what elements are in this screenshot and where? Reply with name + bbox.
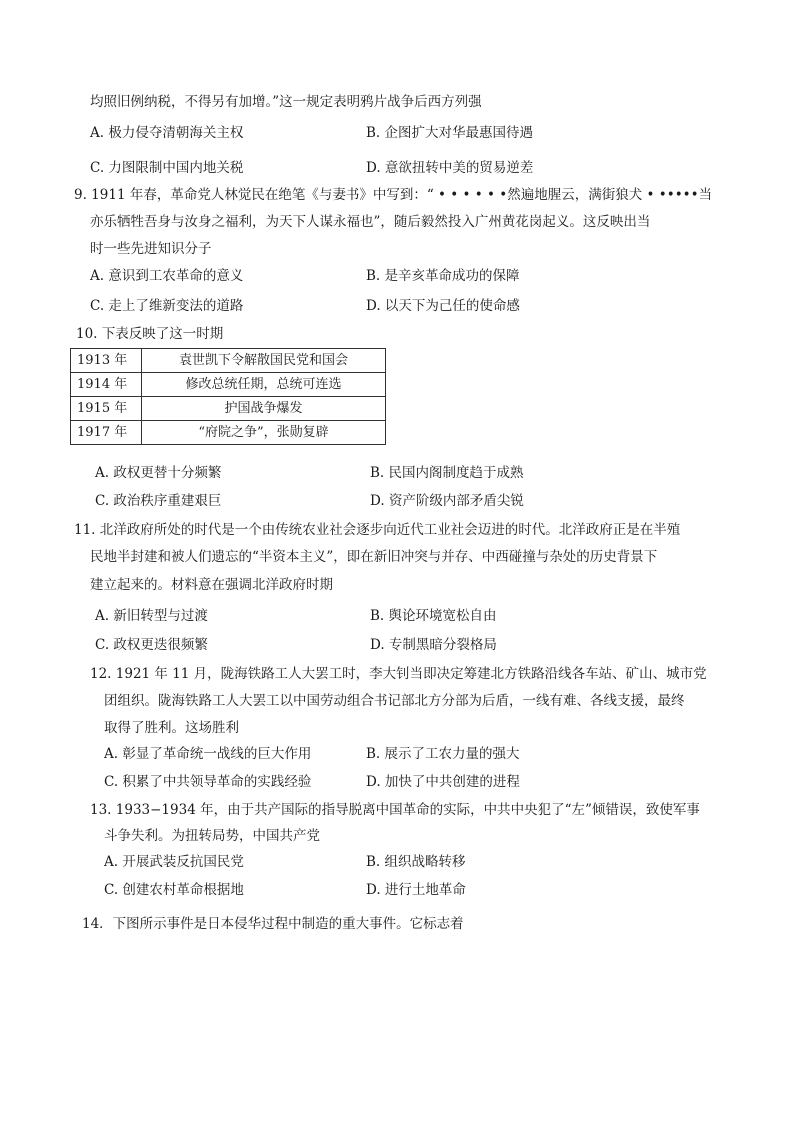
q10-stem: 10. 下表反映了这一时期 <box>76 326 224 342</box>
q13-stem-line-1: 13. 1933−1934 年，由于共产国际的指导脱离中国革命的实际，中共中央犯了“左”倾错误，致使军事 <box>90 802 700 818</box>
table-cell-event: 袁世凯下令解散国民党和国会 <box>142 349 386 373</box>
table-row <box>71 397 386 421</box>
table-cell-year: 1914 年 <box>71 373 142 397</box>
q9-stem-line-3: 时一些先进知识分子 <box>90 241 212 257</box>
q11-stem-line-1: 11. 北洋政府所处的时代是一个由传统农业社会逐步向近代工业社会迈进的时代。北洋政府正是在半殖 <box>74 522 681 538</box>
q11-stem-line-3: 建立起来的。材料意在强调北洋政府时期 <box>90 577 333 593</box>
q8-stem-tail: 均照旧例纳税，不得另有加增。”这一规定表明鸦片战争后西方列强 <box>90 94 482 110</box>
q12-option-a: A. 彰显了革命统一战线的巨大作用 <box>104 746 312 762</box>
q13-option-b: B. 组织战略转移 <box>366 854 466 870</box>
table-cell-event: “府院之争”，张勋复辟 <box>142 421 386 445</box>
table-cell-year: 1913 年 <box>71 349 142 373</box>
table-row <box>71 349 386 373</box>
table-row <box>71 421 386 445</box>
q11-stem-line-2: 民地半封建和被人们遗忘的“半资本主义”，即在新旧冲突与并存、中西碰撞与杂处的历史背景下 <box>90 549 658 565</box>
q9-stem-line-2: 亦乐牺牲吾身与汝身之福利，为天下人谋永福也”，随后毅然投入广州黄花岗起义。这反映出当 <box>90 214 651 230</box>
q12-stem-line-1: 12. 1921 年 11 月，陇海铁路工人大罢工时，李大钊当即决定筹建北方铁路沿线各车站、矿山、城市党 <box>90 666 707 682</box>
q12-stem-line-3: 取得了胜利。这场胜利 <box>104 720 239 736</box>
q10-option-a: A. 政权更替十分频繁 <box>95 465 222 481</box>
table-cell-event: 护国战争爆发 <box>142 397 386 421</box>
q9-stem-line-1: 9. 1911 年春，革命党人林觉民在绝笔《与妻书》中写到：“ • • • • • •然遍地腥云，满街狼犬 • •••••当 <box>74 187 713 203</box>
q10-option-b: B. 民国内阁制度趋于成熟 <box>370 465 524 481</box>
q9-option-b: B. 是辛亥革命成功的保障 <box>366 268 520 284</box>
q13-option-a: A. 开展武装反抗国民党 <box>104 854 244 870</box>
q12-stem-line-2: 团组织。陇海铁路工人大罢工以中国劳动组合书记部北方分部为后盾，一线有难、各线支援，最终 <box>104 693 685 709</box>
q11-option-a: A. 新旧转型与过渡 <box>95 608 208 624</box>
q9-option-c: C. 走上了维新变法的道路 <box>90 298 244 314</box>
q9-option-a: A. 意识到工农革命的意义 <box>90 268 244 284</box>
q11-option-b: B. 舆论环境宽松自由 <box>370 608 497 624</box>
q13-option-c: C. 创建农村革命根据地 <box>104 882 244 898</box>
q13-stem-line-2: 斗争失利。为扭转局势，中国共产党 <box>104 828 320 844</box>
q12-option-d: D. 加快了中共创建的进程 <box>366 774 520 790</box>
q10-option-d: D. 资产阶级内部矛盾尖锐 <box>370 493 524 509</box>
q13-option-d: D. 进行土地革命 <box>366 882 466 898</box>
q12-option-b: B. 展示了工农力量的强大 <box>366 746 520 762</box>
q10-events-table <box>70 348 386 445</box>
table-cell-event: 修改总统任期，总统可连选 <box>142 373 386 397</box>
q12-option-c: C. 积累了中共领导革命的实践经验 <box>104 774 312 790</box>
q14-stem: 14．下图所示事件是日本侵华过程中制造的重大事件。它标志着 <box>82 916 464 932</box>
q11-option-c: C. 政权更迭很频繁 <box>95 637 208 653</box>
q8-option-c: C. 力图限制中国内地关税 <box>90 160 244 176</box>
q9-option-d: D. 以天下为己任的使命感 <box>366 298 520 314</box>
q11-option-d: D. 专制黑暗分裂格局 <box>370 637 497 653</box>
table-row <box>71 373 386 397</box>
q8-option-d: D. 意欲扭转中美的贸易逆差 <box>366 160 534 176</box>
q8-option-b: B. 企图扩大对华最惠国待遇 <box>366 125 534 141</box>
q8-option-a: A. 极力侵夺清朝海关主权 <box>90 125 244 141</box>
q10-option-c: C. 政治秩序重建艰巨 <box>95 493 222 509</box>
table-cell-year: 1915 年 <box>71 397 142 421</box>
table-cell-year: 1917 年 <box>71 421 142 445</box>
